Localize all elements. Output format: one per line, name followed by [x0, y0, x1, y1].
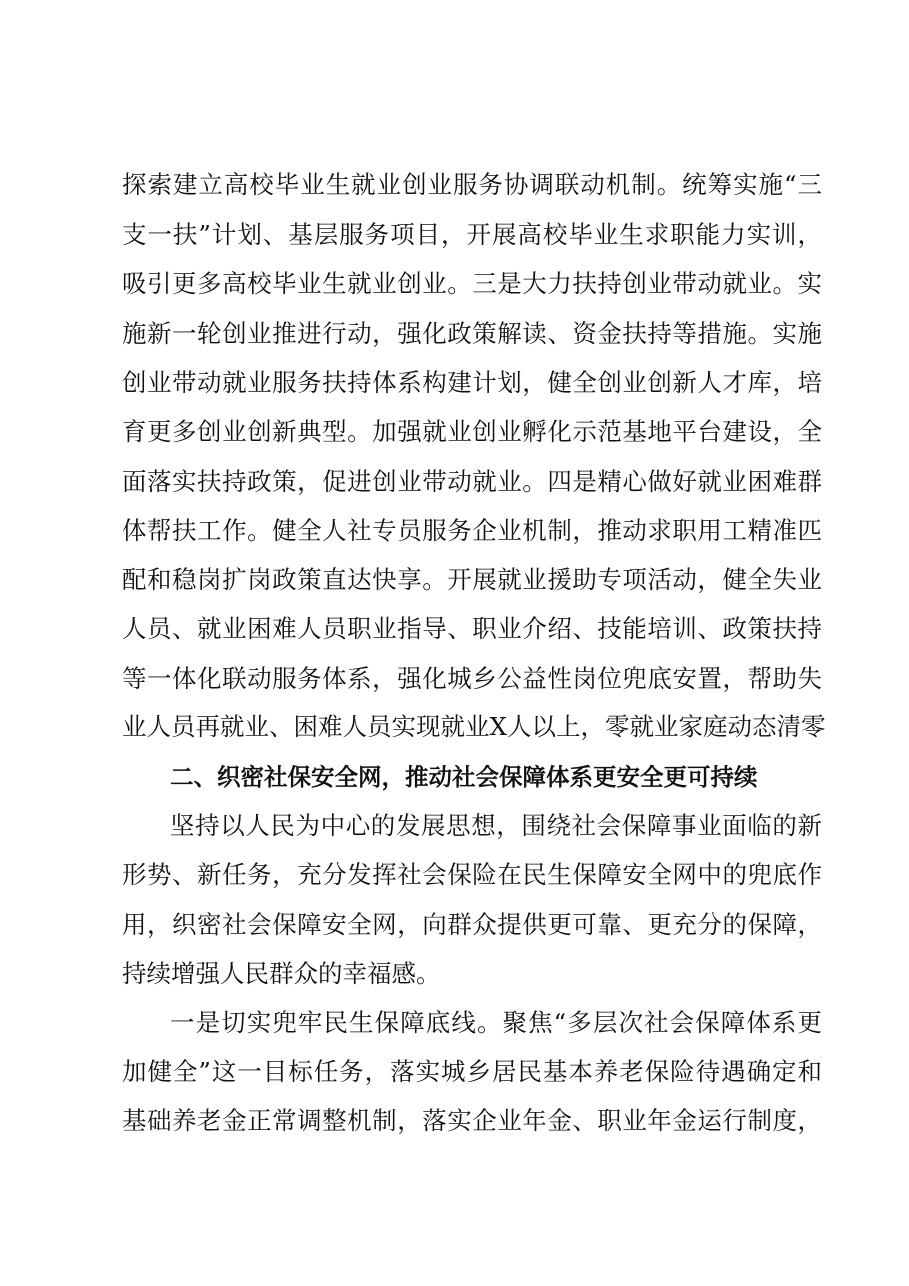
paragraph-line: 面落实扶持政策，促进创业带动就业。四是精心做好就业困难群 [122, 467, 822, 496]
paragraph-line: 体帮扶工作。健全人社专员服务企业机制，推动求职用工精准匹 [122, 516, 822, 545]
paragraph-line: 配和稳岗扩岗政策直达快享。开展就业援助专项活动，健全失业 [122, 565, 822, 594]
paragraph-line: 等一体化联动服务体系，强化城乡公益性岗位兜底安置，帮助失 [122, 664, 822, 693]
paragraph-line: 育更多创业创新典型。加强就业创业孵化示范基地平台建设，全 [122, 417, 822, 446]
paragraph-line: 形势、新任务，充分发挥社会保险在民生保障安全网中的兜底作 [122, 860, 822, 889]
paragraph-line: 支一扶”计划、基层服务项目，开展高校毕业生求职能力实训， [122, 220, 822, 249]
paragraph-line: 吸引更多高校毕业生就业创业。三是大力扶持创业带动就业。实 [122, 269, 822, 298]
section-heading: 二、织密社保安全网，推动社会保障体系更安全更可持续 [170, 763, 758, 791]
paragraph-line: 加健全”这一目标任务，落实城乡居民基本养老保险待遇确定和 [122, 1057, 822, 1086]
paragraph-line: 探索建立高校毕业生就业创业服务协调联动机制。统筹实施“三 [122, 170, 822, 199]
paragraph-line: 一是切实兜牢民生保障底线。聚焦“多层次社会保障体系更 [170, 1008, 822, 1037]
paragraph-line: 持续增强人民群众的幸福感。 [122, 959, 441, 988]
paragraph-line: 坚持以人民为中心的发展思想，围绕社会保障事业面临的新 [170, 811, 822, 840]
paragraph-line: 用，织密社会保障安全网，向群众提供更可靠、更充分的保障， [122, 910, 822, 939]
paragraph-line: 业人员再就业、困难人员实现就业X人以上，零就业家庭动态清零 [122, 712, 826, 741]
paragraph-line: 基础养老金正常调整机制，落实企业年金、职业年金运行制度， [122, 1106, 822, 1135]
paragraph-line: 人员、就业困难人员职业指导、职业介绍、技能培训、政策扶持 [122, 614, 822, 643]
paragraph-line: 创业带动就业服务扶持体系构建计划，健全创业创新人才库，培 [122, 368, 822, 397]
paragraph-line: 施新一轮创业推进行动，强化政策解读、资金扶持等措施。实施 [122, 319, 822, 348]
